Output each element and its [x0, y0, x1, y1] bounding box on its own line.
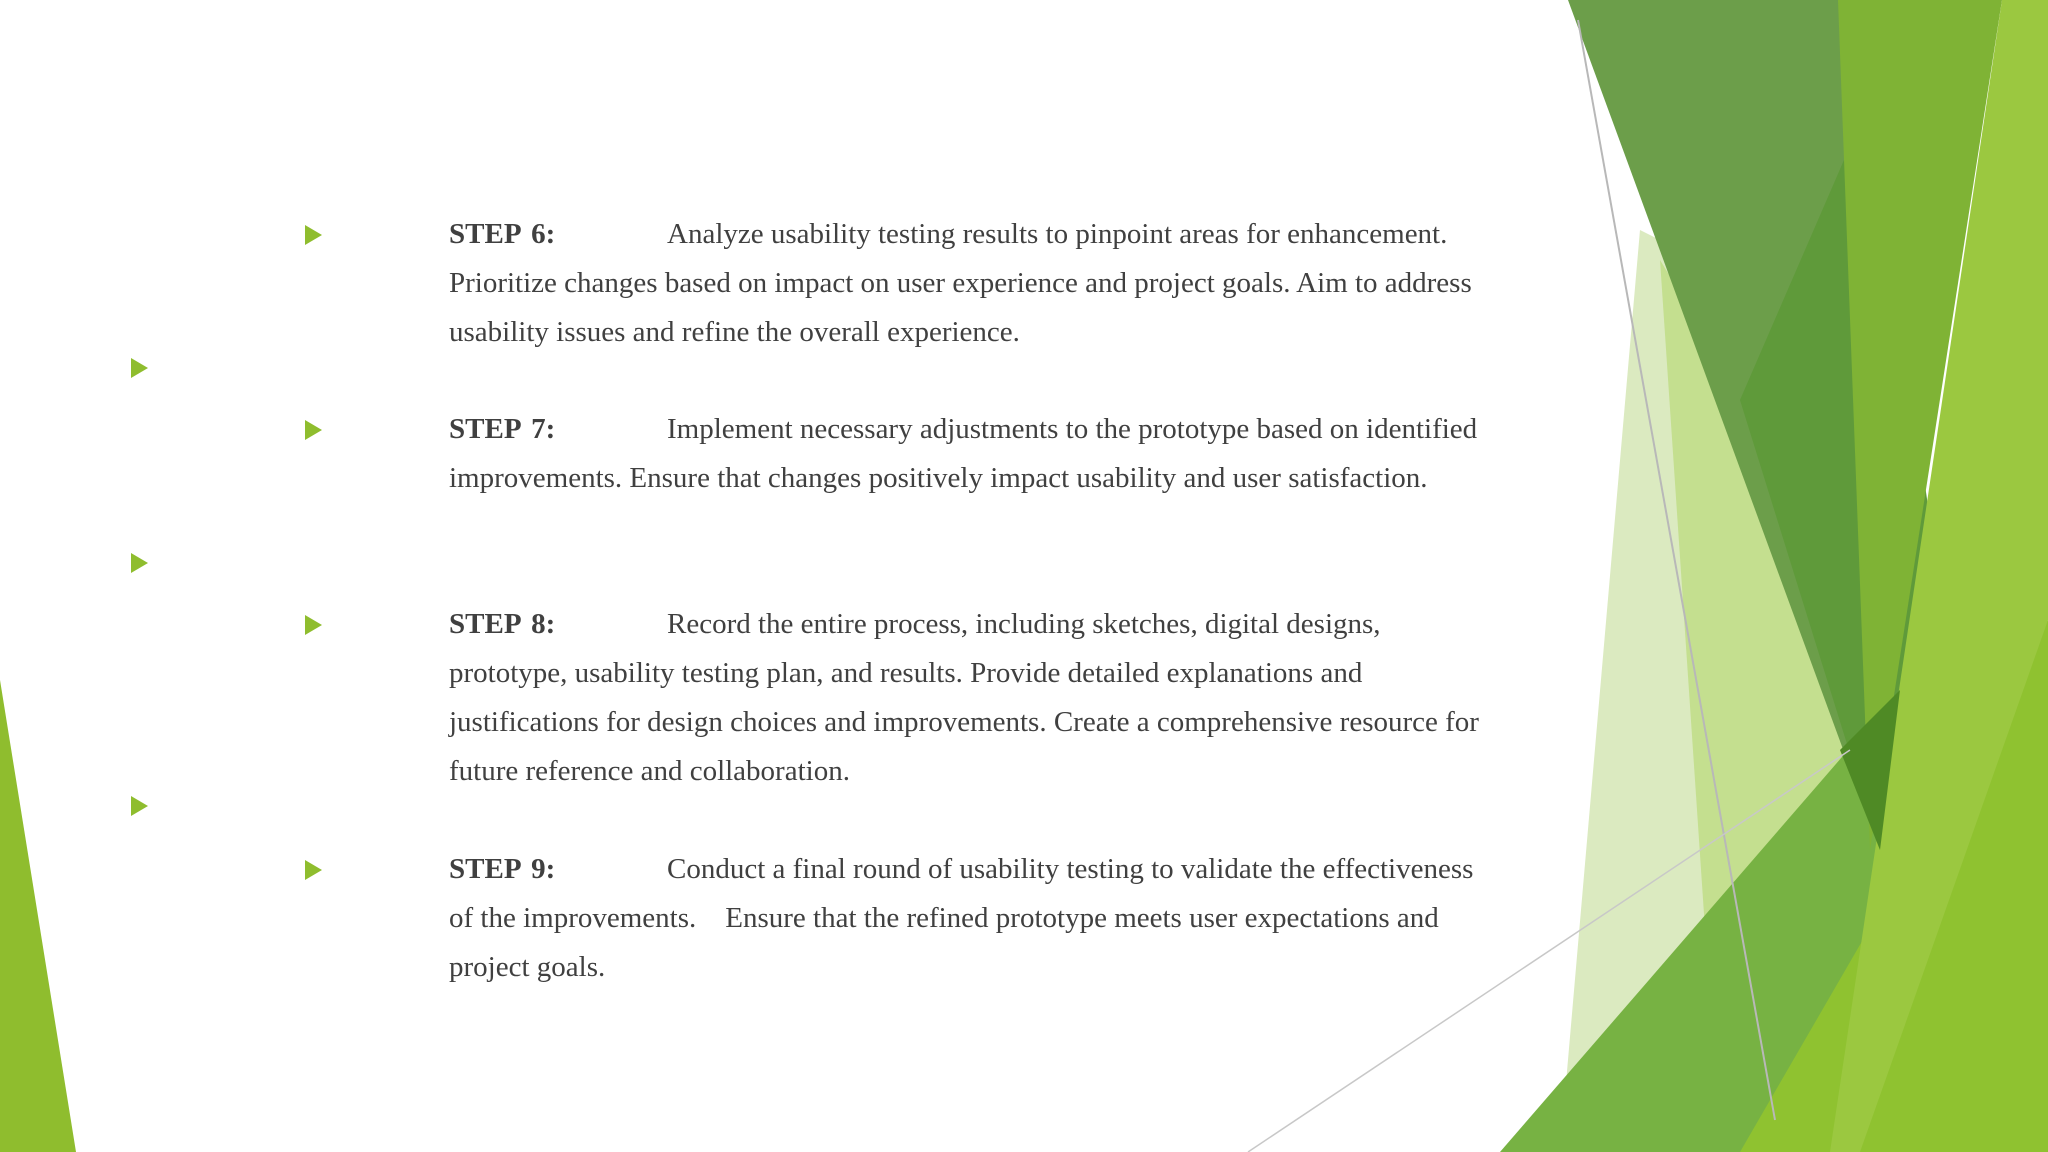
step-9-paragraph — [449, 845, 1499, 992]
step-7-paragraph — [449, 405, 1499, 503]
step-8-paragraph — [449, 600, 1499, 796]
step-8-label: STEP 8: — [449, 608, 556, 640]
step-9-text: Conduct a final round of usability testing to validate the effectiveness of the improvements. Ensure that the refined prototype meets user expectations and project goals. — [449, 853, 1481, 983]
bullet-step-8-icon — [305, 615, 322, 635]
step-7-text: Implement necessary adjustments to the prototype based on identified improvements. Ensure that changes positively impact usability and user satisfaction. — [449, 413, 1478, 494]
bullet-outer-2-icon — [131, 553, 148, 573]
step-6-text: Analyze usability testing results to pinpoint areas for enhancement. Prioritize changes based on impact on user experience and project goals. Aim to address usability issues and refine the overall experience. — [449, 218, 1472, 348]
bullet-step-9-icon — [305, 860, 322, 880]
bullet-outer-3-icon — [131, 796, 148, 816]
bullet-step-7-icon — [305, 420, 322, 440]
step-6-label: STEP 6: — [449, 218, 556, 250]
bullet-step-6-icon — [305, 225, 322, 245]
step-7-label: STEP 7: — [449, 413, 556, 445]
left-green-sliver — [0, 680, 76, 1152]
step-9-label: STEP 9: — [449, 853, 556, 885]
step-6-paragraph — [449, 210, 1499, 357]
bullet-outer-1-icon — [131, 358, 148, 378]
step-8-text: Record the entire process, including sketches, digital designs, prototype, usability testing plan, and results. Provide detailed explanations and justifications for design choices and improvements. Create a comprehensive resource for future reference and collaboration. — [449, 608, 1479, 787]
